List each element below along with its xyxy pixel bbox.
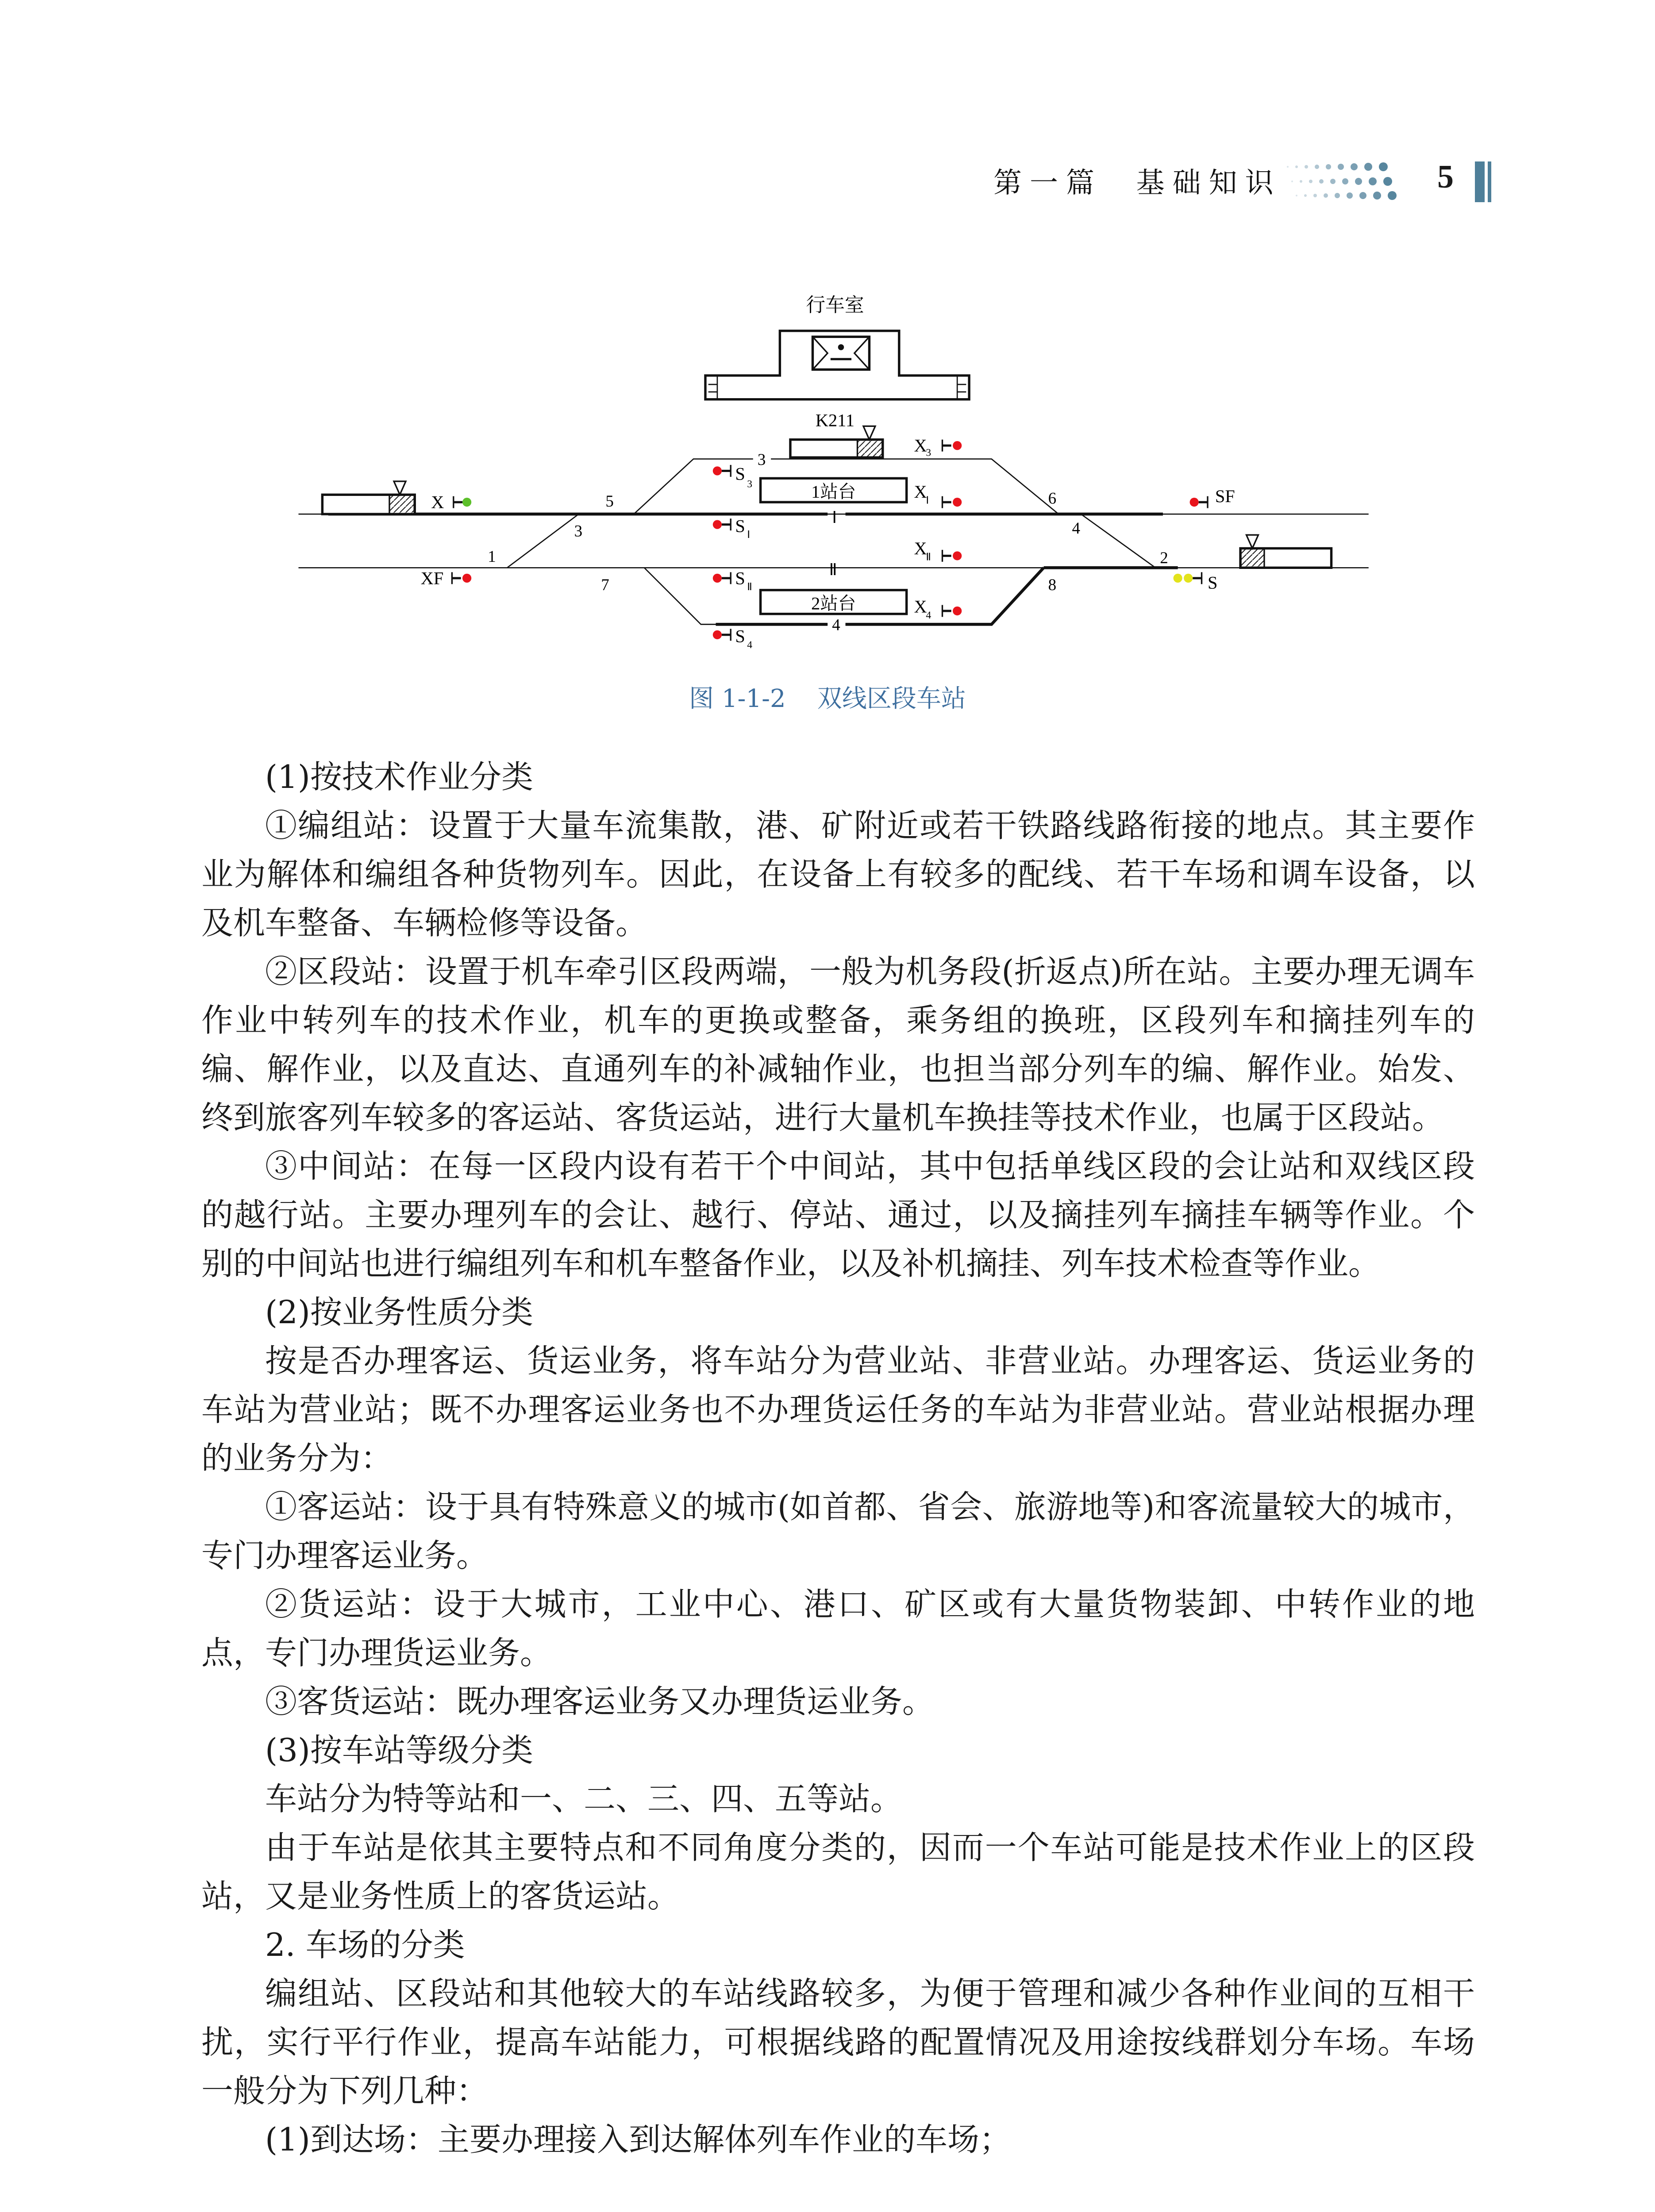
platform-1	[761, 478, 907, 502]
svg-text:S: S	[1208, 572, 1218, 593]
signal-sf-icon	[1190, 486, 1235, 508]
signal-s-icon	[1174, 572, 1218, 592]
svg-text:1站台: 1站台	[811, 481, 856, 502]
train-k211-icon	[790, 426, 883, 457]
paragraph: (1)到达场：主要办理接入到达解体列车作业的车场；	[265, 2121, 1011, 2158]
paragraph: ①编组站：设置于大量车流集散，港、矿附近或若干铁路线路衔接的地点。其主要作业为解体和编组各种货物列车。因此，在设备上有较多的配线、若干车场和调车设备，以及机车整备、车辆检修等设备。	[201, 807, 1475, 941]
body-text	[201, 753, 1475, 2164]
signal-sii-icon	[713, 568, 752, 592]
switch-3: 3	[574, 522, 583, 541]
train-left-icon	[322, 481, 415, 514]
svg-text:Ⅰ: Ⅰ	[747, 529, 751, 541]
svg-text:S: S	[735, 464, 745, 484]
svg-text:S: S	[735, 568, 745, 588]
svg-text:Ⅰ: Ⅰ	[926, 495, 929, 507]
track-4: 4	[832, 616, 840, 634]
switch-5: 5	[605, 492, 614, 511]
signal-s3-icon	[713, 464, 752, 490]
signal-s4-icon	[713, 626, 752, 651]
switch-2: 2	[1160, 549, 1168, 568]
svg-text:Ⅱ: Ⅱ	[747, 581, 752, 593]
office-label: 行车室	[806, 294, 864, 316]
station-building-icon	[705, 331, 969, 399]
train-right-icon	[1240, 535, 1331, 568]
paragraph: ②货运站：设于大城市，工业中心、港口、矿区或有大量货物装卸、中转作业的地点，专门办理货运业务。	[201, 1586, 1475, 1671]
subheading: (3)按车站等级分类	[265, 1732, 533, 1769]
svg-text:4: 4	[747, 639, 753, 651]
signal-xii-icon	[914, 538, 962, 563]
paragraph: 编组站、区段站和其他较大的车站线路较多，为便于管理和减少各种作业间的互相干扰，实行平行作业，提高车站能力，可根据线路的配置情况及用途按线群划分车场。车场一般分为下列几种：	[201, 1975, 1475, 2109]
svg-text:X: X	[914, 481, 927, 502]
paragraph: 车站分为特等站和一、二、三、四、五等站。	[265, 1780, 903, 1817]
switch-4: 4	[1072, 519, 1081, 538]
track-main1: Ⅰ	[832, 509, 837, 527]
switch-1: 1	[488, 547, 496, 566]
track-main2: Ⅱ	[829, 561, 837, 580]
subheading: (2)按业务性质分类	[265, 1294, 533, 1331]
signal-xi-icon	[914, 482, 962, 508]
train-label: K211	[815, 410, 855, 430]
signal-x3-icon	[914, 436, 962, 459]
signal-xf-icon	[421, 568, 472, 588]
svg-text:X: X	[431, 492, 444, 512]
svg-text:SF: SF	[1215, 486, 1235, 507]
svg-text:S: S	[735, 516, 745, 536]
track-3: 3	[757, 450, 766, 469]
svg-text:S: S	[735, 626, 745, 646]
svg-text:3: 3	[926, 447, 931, 459]
paragraph: ①客运站：设于具有特殊意义的城市(如首都、省会、旅游地等)和客流量较大的城市，专门办理客运业务。	[201, 1488, 1475, 1574]
signals	[421, 436, 1235, 651]
header-bar-thin	[1488, 161, 1491, 202]
svg-text:X: X	[914, 538, 927, 558]
paragraph: 由于车站是依其主要特点和不同角度分类的，因而一个车站可能是技术作业上的区段站，又是业务性质上的客货运站。	[201, 1829, 1475, 1915]
header-bar	[1475, 161, 1485, 202]
subheading: (1)按技术作业分类	[265, 758, 533, 795]
svg-text:2站台: 2站台	[811, 593, 856, 614]
paragraph: ②区段站：设置于机车牵引区段两端，一般为机务段(折返点)所在站。主要办理无调车作业中转列车的技术作业，机车的更换或整备，乘务组的换班，区段列车和摘挂列车的编、解作业，以及直达、直通列车的补减轴作业，也担当部分列车的编、解作业。始发、终到旅客列车较多的客运站、客货运站，进行大量机车换挂等技术作业，也属于区段站。	[201, 953, 1475, 1136]
part-title: 第一篇 基础知识	[993, 167, 1282, 200]
svg-text:X: X	[914, 596, 927, 617]
signal-x4-icon	[914, 596, 962, 621]
signal-si-icon	[713, 516, 750, 540]
svg-text:XF: XF	[420, 568, 444, 588]
section-heading: 2. 车场的分类	[265, 1926, 465, 1963]
svg-text:X: X	[914, 435, 927, 456]
paragraph: 按是否办理客运、货运业务，将车站分为营业站、非营业站。办理客运、货运业务的车站为营业站；既不办理客运业务也不办理货运任务的车站为非营业站。营业站根据办理的业务分为：	[201, 1342, 1475, 1477]
switch-6: 6	[1048, 489, 1057, 508]
paragraph: ③客货运站：既办理客运业务又办理货运业务。	[265, 1683, 935, 1720]
switch-8: 8	[1048, 576, 1057, 594]
page-number: 5	[1437, 159, 1454, 195]
figure-caption: 图 1-1-2 双线区段车站	[689, 684, 966, 713]
platform-2	[761, 590, 907, 614]
paragraph: ③中间站：在每一区段内设有若干个中间站，其中包括单线区段的会让站和双线区段的越行站。主要办理列车的会让、越行、停站、通过，以及摘挂列车摘挂车辆等作业。个别的中间站也进行编组列车和机车整备作业，以及补机摘挂、列车技术检查等作业。	[201, 1148, 1475, 1282]
svg-text:3: 3	[747, 478, 753, 490]
svg-text:4: 4	[926, 609, 931, 621]
signal-x-icon	[431, 492, 471, 512]
decorative-dots-icon	[1274, 160, 1407, 204]
station-diagram	[298, 283, 1372, 656]
svg-text:Ⅱ: Ⅱ	[926, 551, 931, 563]
switch-7: 7	[601, 576, 609, 594]
